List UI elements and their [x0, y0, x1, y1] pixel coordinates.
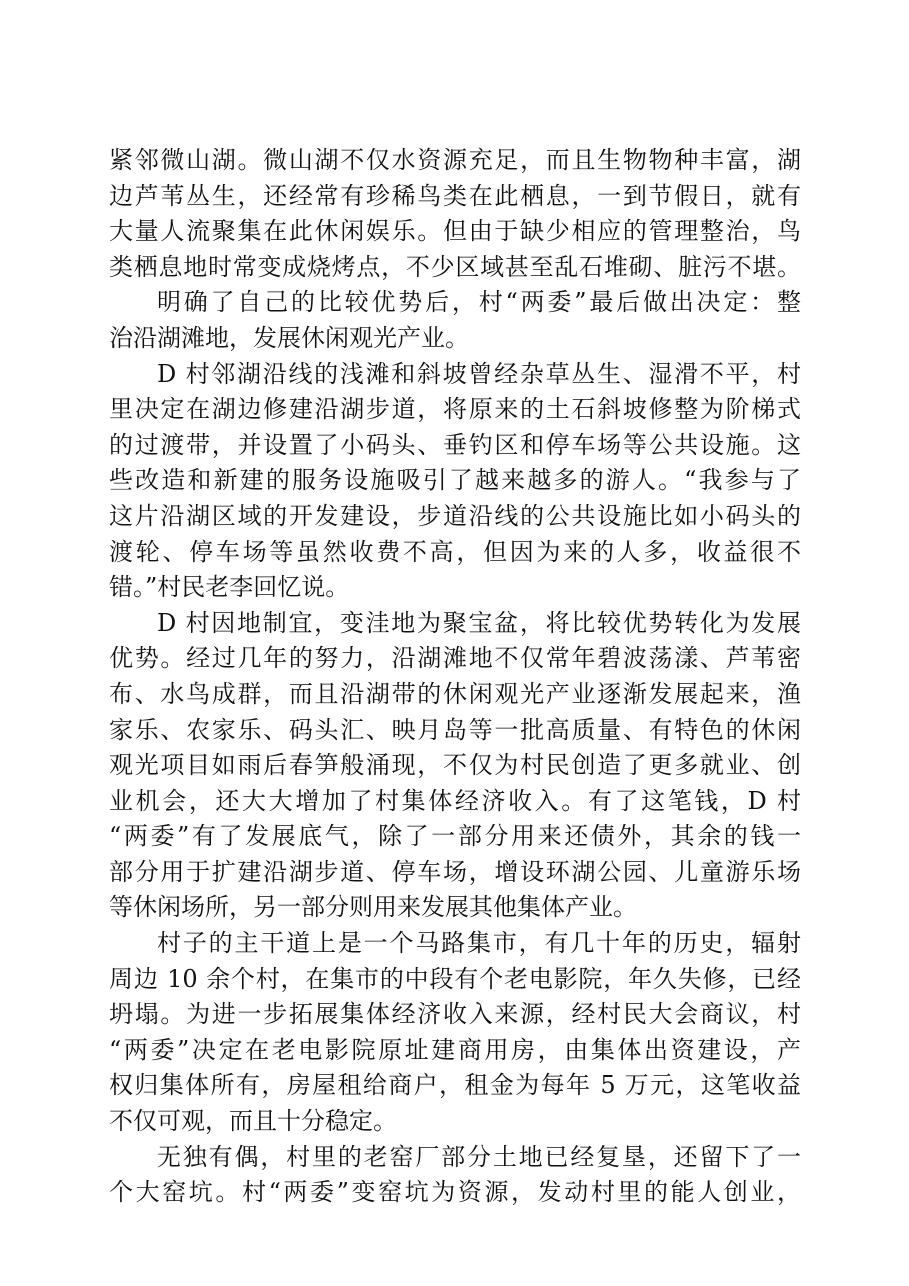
- text-line: “两委”有了发展底气，除了一部分用来还债外，其余的钱一: [109, 822, 801, 851]
- text-line: 部分用于扩建沿湖步道、停车场，增设环湖公园、儿童游乐场: [109, 857, 801, 886]
- text-line: 大量人流聚集在此休闲娱乐。但由于缺少相应的管理整治，鸟: [109, 217, 801, 246]
- text-line: 个大窑坑。村“两委”变窑坑为资源，发动村里的能人创业，: [109, 1178, 801, 1207]
- paragraph-first-line: 明确了自己的比较优势后，村“两委”最后做出决定：整: [157, 288, 801, 317]
- text-line: 坍塌。为进一步拓展集体经济收入来源，经村民大会商议，村: [109, 1000, 801, 1029]
- text-line: 渡轮、停车场等虽然收费不高，但因为来的人多，收益很不: [109, 537, 801, 566]
- text-line: 等休闲场所，另一部分则用来发展其他集体产业。: [109, 893, 637, 922]
- text-line: 治沿湖滩地，发展休闲观光产业。: [109, 323, 469, 352]
- text-line: 紧邻微山湖。微山湖不仅水资源充足，而且生物物种丰富，湖: [109, 146, 801, 174]
- text-line: 不仅可观，而且十分稳定。: [109, 1107, 397, 1136]
- text-line: 这片沿湖区域的开发建设，步道沿线的公共设施比如小码头的: [109, 501, 801, 530]
- text-line: 类栖息地时常变成烧烤点，不少区域甚至乱石堆砌、脏污不堪。: [109, 252, 801, 281]
- text-line: 里决定在湖边修建沿湖步道，将原来的土石斜坡修整为阶梯式: [109, 395, 801, 424]
- text-line: 观光项目如雨后春笋般涌现，不仅为村民创造了更多就业、创: [109, 751, 801, 780]
- text-line: 的过渡带，并设置了小码头、垂钓区和停车场等公共设施。这: [109, 430, 801, 459]
- text-line: 家乐、农家乐、码头汇、映月岛等一批高质量、有特色的休闲: [109, 715, 801, 744]
- text-line: 边芦苇丛生，还经常有珍稀鸟类在此栖息，一到节假日，就有: [109, 181, 801, 210]
- text-line: 业机会，还大大增加了村集体经济收入。有了这笔钱，D 村: [109, 786, 801, 815]
- text-line: 优势。经过几年的努力，沿湖滩地不仅常年碧波荡漾、芦苇密: [109, 644, 801, 673]
- text-line: 些改造和新建的服务设施吸引了越来越多的游人。“我参与了: [109, 466, 801, 495]
- text-line: 错。”村民老李回忆说。: [109, 573, 350, 602]
- paragraph-first-line: 村子的主干道上是一个马路集市，有几十年的历史，辐射: [157, 929, 801, 958]
- text-line: 权归集体所有，房屋租给商户，租金为每年 5 万元，这笔收益: [109, 1071, 801, 1100]
- text-line: “两委”决定在老电影院原址建商用房，由集体出资建设，产: [109, 1035, 801, 1064]
- paragraph-first-line: 无独有偶，村里的老窑厂部分土地已经复垦，还留下了一: [157, 1142, 801, 1171]
- text-line: 周边 10 余个村，在集市的中段有个老电影院，年久失修，已经: [109, 964, 801, 993]
- document-body: [109, 143, 801, 1211]
- text-line: 布、水鸟成群，而且沿湖带的休闲观光产业逐渐发展起来，渔: [109, 679, 801, 708]
- paragraph-first-line: D 村因地制宜，变洼地为聚宝盆，将比较优势转化为发展: [157, 608, 801, 637]
- paragraph-first-line: D 村邻湖沿线的浅滩和斜坡曾经杂草丛生、湿滑不平，村: [157, 359, 801, 388]
